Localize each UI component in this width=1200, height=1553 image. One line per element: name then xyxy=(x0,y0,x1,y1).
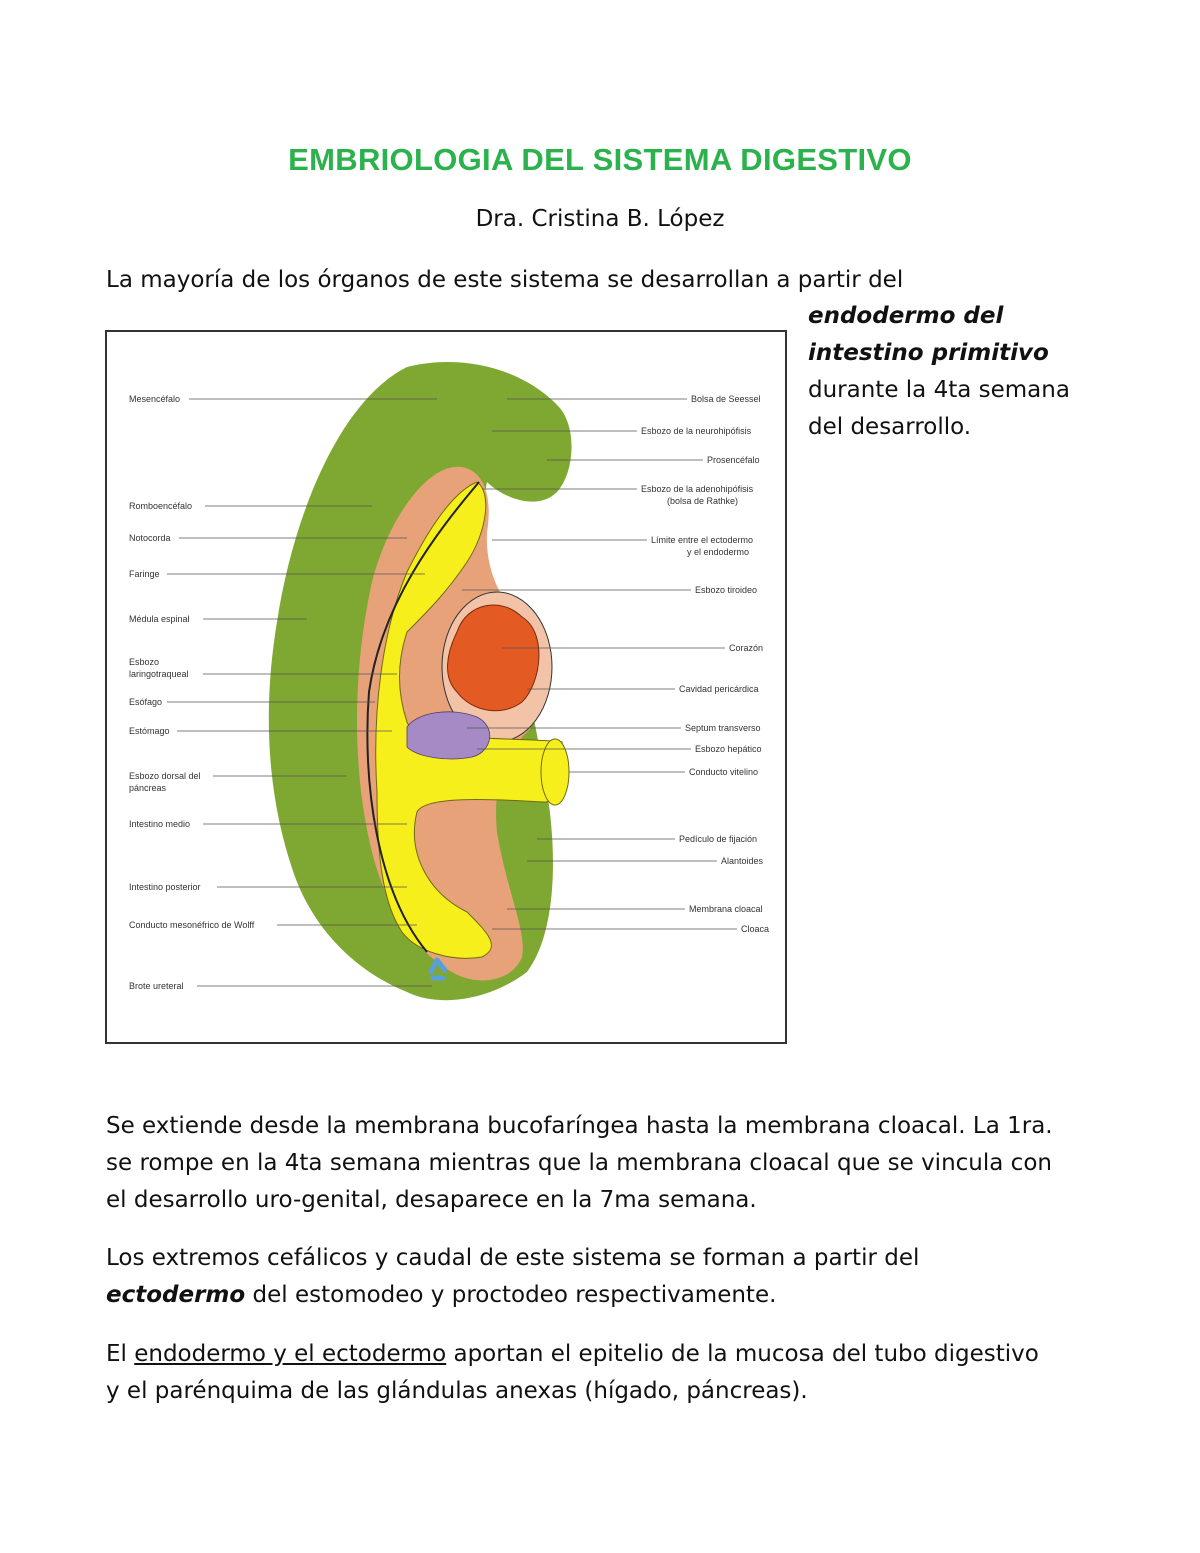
label-septum: Septum transverso xyxy=(685,723,761,733)
intro-rest-1: durante la 4ta semana xyxy=(808,377,1070,403)
label-notocorda: Notocorda xyxy=(129,533,171,543)
label-intestino-medio: Intestino medio xyxy=(129,819,191,829)
paragraph-2-rest: del estomodeo y proctodeo respectivamente. xyxy=(245,1282,777,1308)
label-seessel: Bolsa de Seessel xyxy=(691,394,761,404)
underlined-terms: endodermo y el ectodermo xyxy=(134,1341,447,1367)
label-limite-2: y el endodermo xyxy=(687,547,750,557)
label-corazon: Corazón xyxy=(729,643,764,653)
paragraph-3-line-1 xyxy=(106,1336,1106,1373)
label-alantoides: Alantoides xyxy=(721,856,764,866)
intro-line: La mayoría de los órganos de este sistema se desarrollan a partir del xyxy=(106,267,904,293)
ectoderm-emphasis: ectodermo xyxy=(106,1282,246,1308)
paragraph-3-line-2: y el parénquima de las glándulas anexas (hígado, páncreas). xyxy=(106,1378,808,1404)
label-adeno-2: (bolsa de Rathke) xyxy=(667,496,739,506)
label-laringo-1: Esbozo xyxy=(129,657,160,667)
author-name: Dra. Cristina B. López xyxy=(475,206,725,232)
embryo-illustration xyxy=(107,332,789,1046)
label-cloacal: Membrana cloacal xyxy=(689,904,763,914)
label-adeno-1: Esbozo de la adenohipófisis xyxy=(641,484,754,494)
document-title: EMBRIOLOGIA DEL SISTEMA DIGESTIVO xyxy=(288,142,912,177)
paragraph-epithelium xyxy=(106,1336,1106,1410)
label-pericardica: Cavidad pericárdica xyxy=(679,684,759,694)
embryo-diagram xyxy=(105,330,787,1044)
label-vitelino: Conducto vitelino xyxy=(689,767,759,777)
label-laringo-2: laringotraqueal xyxy=(129,669,189,679)
label-faringe: Faringe xyxy=(129,569,160,579)
label-tiroideo: Esbozo tiroideo xyxy=(695,585,758,595)
label-brote: Brote ureteral xyxy=(129,981,184,991)
paragraph-2-line-1: Los extremos cefálicos y caudal de este sistema se forman a partir del xyxy=(106,1245,920,1271)
label-wolff: Conducto mesonéfrico de Wolff xyxy=(129,920,255,930)
intro-emphasis-2: intestino primitivo xyxy=(808,340,1049,366)
label-prosencefalo: Prosencéfalo xyxy=(707,455,760,465)
label-romboencefalo: Romboencéfalo xyxy=(129,501,193,511)
paragraph-1-line-1: Se extiende desde la membrana bucofaríngea hasta la membrana cloacal. La 1ra. xyxy=(106,1113,1053,1139)
label-estomago: Estómago xyxy=(129,726,170,736)
label-medula: Médula espinal xyxy=(129,614,190,624)
paragraph-3-rest: aportan el epitelio de la mucosa del tubo digestivo xyxy=(446,1341,1039,1367)
label-cloaca: Cloaca xyxy=(741,924,770,934)
septum-transversum xyxy=(407,712,490,759)
label-neurohipofisis: Esbozo de la neurohipófisis xyxy=(641,426,752,436)
paragraph-3-start: El xyxy=(106,1341,135,1367)
paragraph-ectoderm xyxy=(106,1240,1106,1314)
label-esofago: Esófago xyxy=(129,697,163,707)
paragraph-1-line-3: el desarrollo uro-genital, desaparece en la 7ma semana. xyxy=(106,1187,757,1213)
label-pancreas-2: páncreas xyxy=(129,783,167,793)
paragraph-2-line-2 xyxy=(106,1277,1106,1314)
intro-side-text xyxy=(808,298,1098,446)
label-hepatico: Esbozo hepático xyxy=(695,744,762,754)
paragraph-membranes xyxy=(106,1108,1106,1219)
intro-rest-2: del desarrollo. xyxy=(808,414,972,440)
label-pediculo: Pedículo de fijación xyxy=(679,834,758,844)
intro-emphasis-1: endodermo del xyxy=(808,303,1004,329)
label-intestino-posterior: Intestino posterior xyxy=(129,882,201,892)
label-mesencefalo: Mesencéfalo xyxy=(129,394,181,404)
label-limite-1: Límite entre el ectodermo xyxy=(651,535,754,545)
label-pancreas-1: Esbozo dorsal del xyxy=(129,771,201,781)
paragraph-1-line-2: se rompe en la 4ta semana mientras que la membrana cloacal que se vincula con xyxy=(106,1150,1052,1176)
